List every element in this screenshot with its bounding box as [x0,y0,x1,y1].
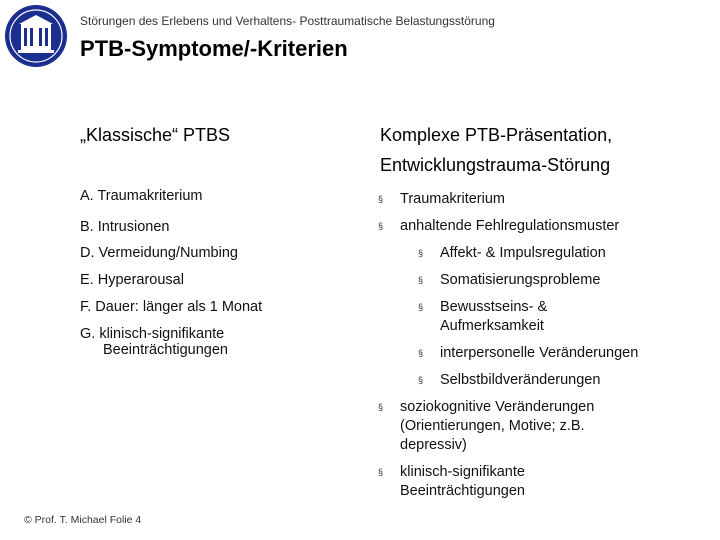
presentation-subtitle: Störungen des Erlebens und Verhaltens- Posttraumatische Belastungsstörung [80,14,495,28]
list-item: E. Hyperarousal [80,272,184,288]
bullet-icon: § [418,302,424,312]
right-heading-line-1: Komplexe PTB-Präsentation, [380,125,613,145]
list-item [418,344,638,363]
slide-title: PTB-Symptome/-Kriterien [80,36,348,61]
list-item-text: Somatisierungsprobleme [440,272,601,288]
footer-copyright: © Prof. T. Michael Folie 4 [24,514,142,526]
list-item [378,217,619,236]
list-item-line: (Orientierungen, Motive; z.B. [400,418,585,434]
list-item-continuation: Beeinträchtigungen [103,342,228,358]
bullet-icon: § [418,248,424,258]
list-item-line: soziokognitive Veränderungen [400,399,595,415]
list-item-text [400,463,525,501]
list-item: A. Traumakriterium [80,188,203,204]
list-item: F. Dauer: länger als 1 Monat [80,299,263,315]
list-item [378,398,594,455]
list-item [378,463,525,501]
list-item [80,326,228,358]
list-item-line: Bewusstseins- & [440,299,548,315]
list-item: B. Intrusionen [80,219,170,235]
list-item-line: Aufmerksamkeit [440,318,544,334]
list-item [418,371,600,390]
list-item-text [440,298,547,336]
right-heading-line-2: Entwicklungstrauma-Störung [380,155,611,175]
list-item-line: klinisch-signifikante [400,464,525,480]
bullet-icon: § [378,194,384,204]
bullet-icon: § [418,375,424,385]
list-item [418,298,547,336]
bullet-icon: § [418,348,424,358]
list-item [418,244,606,263]
list-item-line: depressiv) [400,437,467,453]
bullet-icon: § [378,402,384,412]
university-logo [4,4,68,68]
list-item-text: Affekt- & Impulsregulation [440,245,606,261]
list-item-line: G. klinisch-signifikante [80,326,225,342]
list-item-text: interpersonelle Veränderungen [440,345,639,361]
bullet-icon: § [418,275,424,285]
list-item [378,190,505,209]
right-column-heading [380,120,700,180]
list-item-line: Beeinträchtigungen [400,483,525,499]
list-item-text [400,398,594,455]
list-item [418,271,600,290]
bullet-icon: § [378,221,384,231]
list-item: D. Vermeidung/Numbing [80,245,238,261]
bullet-icon: § [378,467,384,477]
list-item-text: anhaltende Fehlregulationsmuster [400,218,620,234]
left-column-heading: „Klassische“ PTBS [80,125,231,145]
list-item-text: Traumakriterium [400,191,506,207]
list-item-text: Selbstbildveränderungen [440,372,601,388]
